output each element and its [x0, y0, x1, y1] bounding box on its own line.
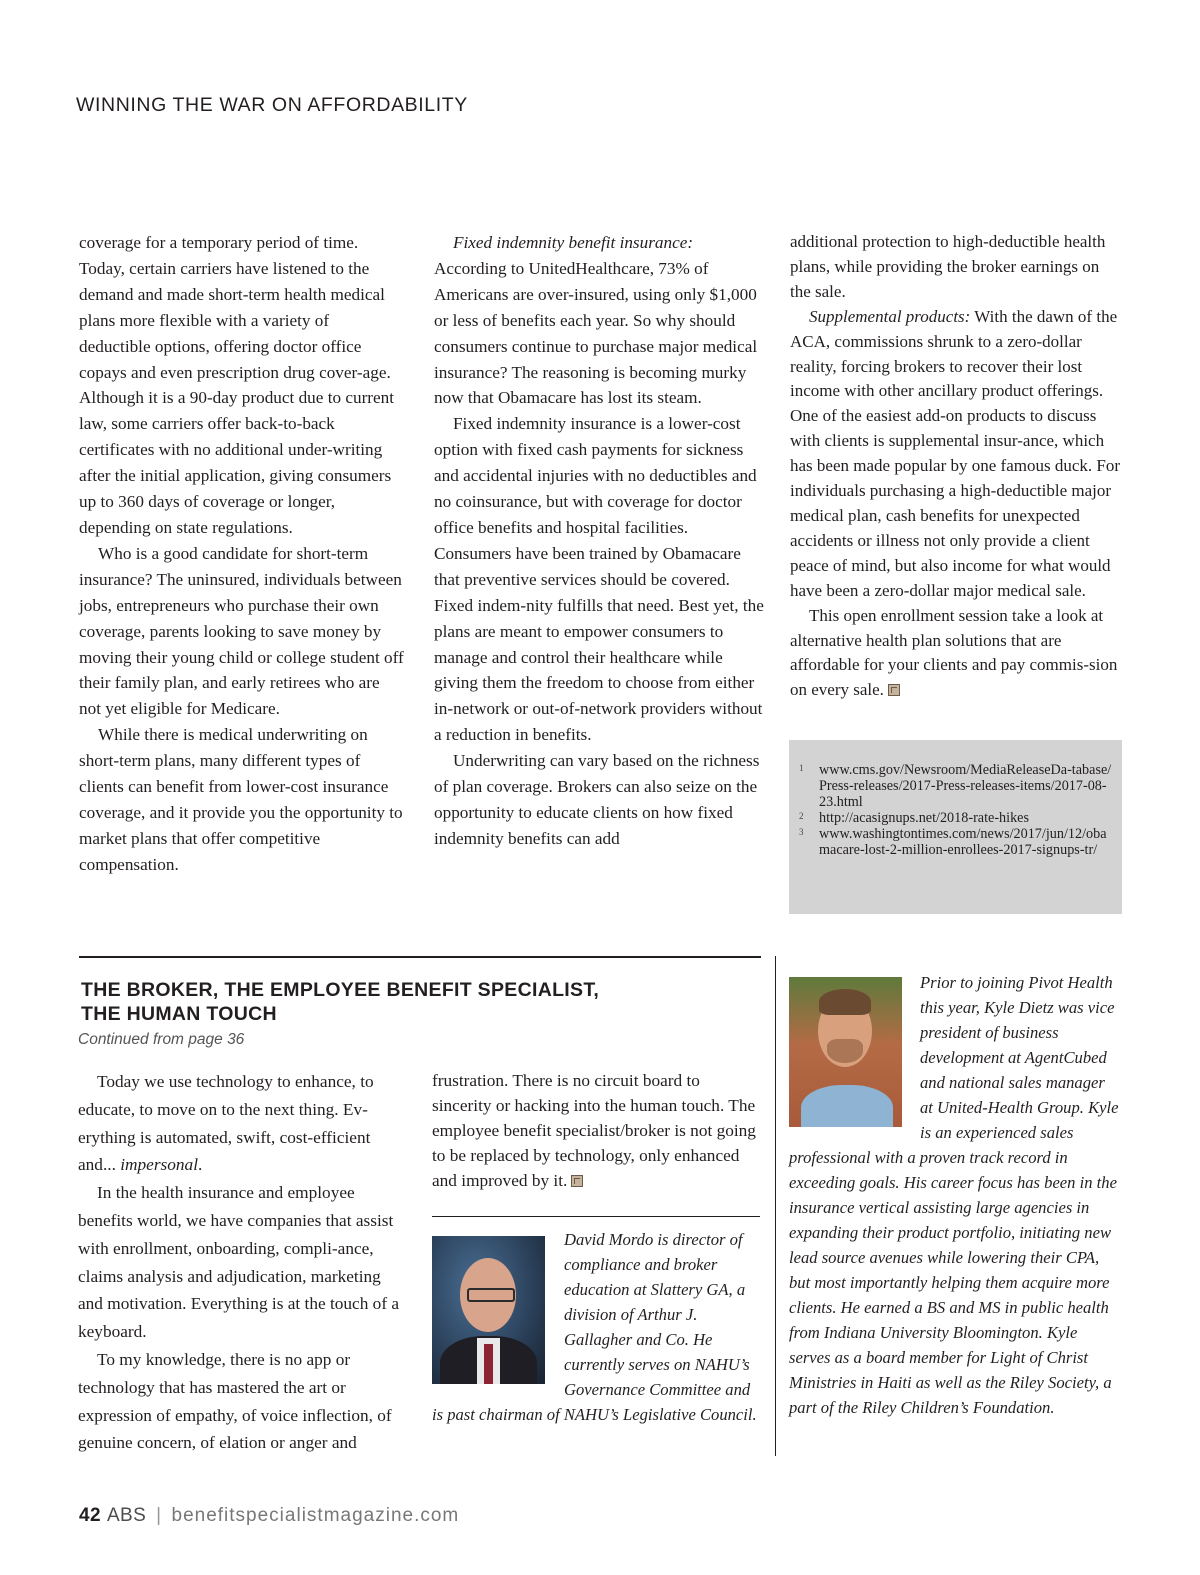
article1-column-2: [434, 230, 764, 852]
emphasis: impersonal: [120, 1155, 198, 1175]
article-title: [81, 978, 741, 1026]
paragraph: [790, 604, 1120, 704]
footnote-number: 3: [799, 827, 804, 838]
article-title-line-2: THE HUMAN TOUCH: [81, 1003, 277, 1025]
paragraph: To my knowledge, there is no app or technology that has mastered the art or expression of empathy, of voice inflection, of genuine concern, of elation or anger and: [78, 1349, 392, 1453]
article2-column-2: [432, 1068, 757, 1193]
end-of-article-icon: [888, 684, 900, 696]
footnote: [799, 826, 1112, 858]
footer-separator: |: [156, 1505, 162, 1526]
page-number: 42: [79, 1505, 101, 1526]
footnote-link[interactable]: http://acasignups.net/2018-rate-hikes: [819, 810, 1029, 827]
paragraph-body: According to UnitedHealthcare, 73% of Americans are over-insured, using only $1,000 or less of benefits each year. So why should consumers continue to purchase major medical insurance? The reasoning is becoming murky now that Obamacare has lost its steam.: [434, 258, 758, 408]
page-footer: [79, 1505, 459, 1527]
paragraph-body: Today we use technology to enhance, to educate, to move on to the next thing. Ev-erything is automated, swift, cost-efficient and...: [78, 1072, 374, 1175]
footnote-number: 2: [799, 811, 804, 822]
continued-from-note: Continued from page 36: [78, 1031, 245, 1048]
paragraph: [432, 1068, 757, 1193]
footnote-link[interactable]: www.cms.gov/Newsroom/MediaReleaseDa-tabase/Press-releases/2017-Press-releases-items/2017-08-23.html: [819, 762, 1112, 811]
magazine-url[interactable]: benefitspecialistmagazine.com: [171, 1505, 460, 1526]
paragraph: In the health insurance and employee benefits world, we have companies that assist with enrollment, onboarding, compli-ance, claims analysis and adjudication, marketing and motivation. Everything is at the touch of a keyboard.: [78, 1183, 400, 1342]
bio-text: Prior to joining Pivot Health this year, Kyle Dietz was vice president of business development at AgentCubed and national sales manager at United-Health Group. Kyle is an experienced sales professional with a proven track record in exceeding goals. His career focus has been in the insurance vertical assisting large agencies in expanding their product portfolio, initiating new lead source avenues while lowering their CPA, but most importantly helping them acquire more clients. He earned a BS and MS in public health from Indiana University Bloomington. Kyle serves as a board member for Light of Christ Ministries in Haiti as well as the Riley Society, a part of the Riley Children’s Foundation.: [789, 973, 1119, 1417]
bio-divider: [432, 1216, 760, 1217]
author-bio-david: [432, 1227, 760, 1427]
paragraph-tail: .: [198, 1155, 203, 1175]
paragraph: [78, 1068, 408, 1179]
article1-column-3: [790, 230, 1120, 703]
paragraph: Fixed indemnity insurance is a lower-cost option with fixed cash payments for sickness and accidental injuries with no deductibles and no coinsurance, but with coverage for doctor office benefits and hospital facilities. Consumers have been trained by Obamacare that preventive services should be covered. Fixed indem-nity fulfills that need. Best yet, the plans are meant to empower consumers to manage and control their healthcare while giving them the freedom to choose from either in-network or out-of-network providers without a reduction in benefits.: [434, 414, 764, 745]
end-of-article-icon: [571, 1175, 583, 1187]
footnotes-box: [789, 740, 1122, 914]
paragraph: coverage for a temporary period of time. Today, certain carriers have listened to the demand and made short-term health medical plans more flexible with a variety of deductible options, offering doctor office copays and even prescription drug cover-age. Although it is a 90-day product due to current law, some carriers offer back-to-back certificates with no additional under-writing after the initial application, giving consumers up to 360 days of coverage or longer, depending on state regulations.: [79, 233, 395, 537]
paragraph: Who is a good candidate for short-term insurance? The uninsured, individuals between jobs, entrepreneurs who purchase their own coverage, parents looking to save money by moving their young child or college student off their family plan, and early retirees who are not yet eligible for Medicare.: [79, 543, 404, 719]
article2-column-1: [78, 1068, 408, 1457]
paragraph: additional protection to high-deductible health plans, while providing the broker earnings on the sale.: [790, 232, 1106, 301]
paragraph: While there is medical underwriting on short-term plans, many different types of clients can benefit from lower-cost insurance coverage, and it provide you the opportunity to market plans that offer competitive compensation.: [79, 725, 403, 874]
author-bio-kyle: [789, 970, 1119, 1420]
article1-column-1: [79, 230, 404, 878]
section-divider: [79, 956, 761, 958]
paragraph-body: With the dawn of the ACA, commissions shrunk to a zero-dollar reality, forcing brokers to recover their lost income with other ancillary product offerings. One of the easiest add-on products to discuss with clients is supplemental insur-ance, which has been made popular by one famous duck. For individuals purchasing a high-deductible major medical plan, cash benefits for unexpected accidents or illness not only provide a client peace of mind, but also income for what would have been a zero-dollar major medical sale.: [790, 306, 1120, 600]
column-divider: [775, 956, 776, 1456]
magazine-name: ABS: [106, 1505, 147, 1526]
paragraph-body: frustration. There is no circuit board to sincerity or hacking into the human touch. The employee benefit specialist/broker is not going to be replaced by technology, only enhanced and improved by it.: [432, 1071, 756, 1190]
paragraph: [434, 230, 764, 411]
paragraph: [790, 305, 1120, 604]
footnote-link[interactable]: www.washingtontimes.com/news/2017/jun/12/obamacare-lost-2-million-enrollees-2017-signups-tr/: [819, 826, 1107, 859]
subhead-supplemental: Supplemental products:: [809, 306, 971, 326]
footnote: [799, 810, 1112, 826]
subhead-fixed-indemnity: Fixed indemnity benefit insurance:: [453, 233, 694, 252]
article-title-line-1: THE BROKER, THE EMPLOYEE BENEFIT SPECIALIST,: [81, 979, 600, 1001]
author-photo-david: [432, 1236, 545, 1384]
author-photo-kyle: [789, 977, 902, 1127]
footnote-number: 1: [799, 763, 804, 773]
paragraph: Underwriting can vary based on the richness of plan coverage. Brokers can also seize on the opportunity to educate clients on how fixed indemnity benefits can add: [434, 751, 760, 848]
bio-text: David Mordo is director of compliance and broker education at Slattery GA, a division of Arthur J. Gallagher and Co. He currently serves on NAHU’s Governance Committee and is past chairman of NAHU’s Legislative Council.: [432, 1230, 757, 1424]
paragraph-body: This open enrollment session take a look at alternative health plan solutions that are affordable for your clients and pay commis-sion on every sale.: [790, 605, 1118, 700]
section-title: WINNING THE WAR ON AFFORDABILITY: [76, 94, 468, 116]
footnote: [799, 762, 1112, 810]
